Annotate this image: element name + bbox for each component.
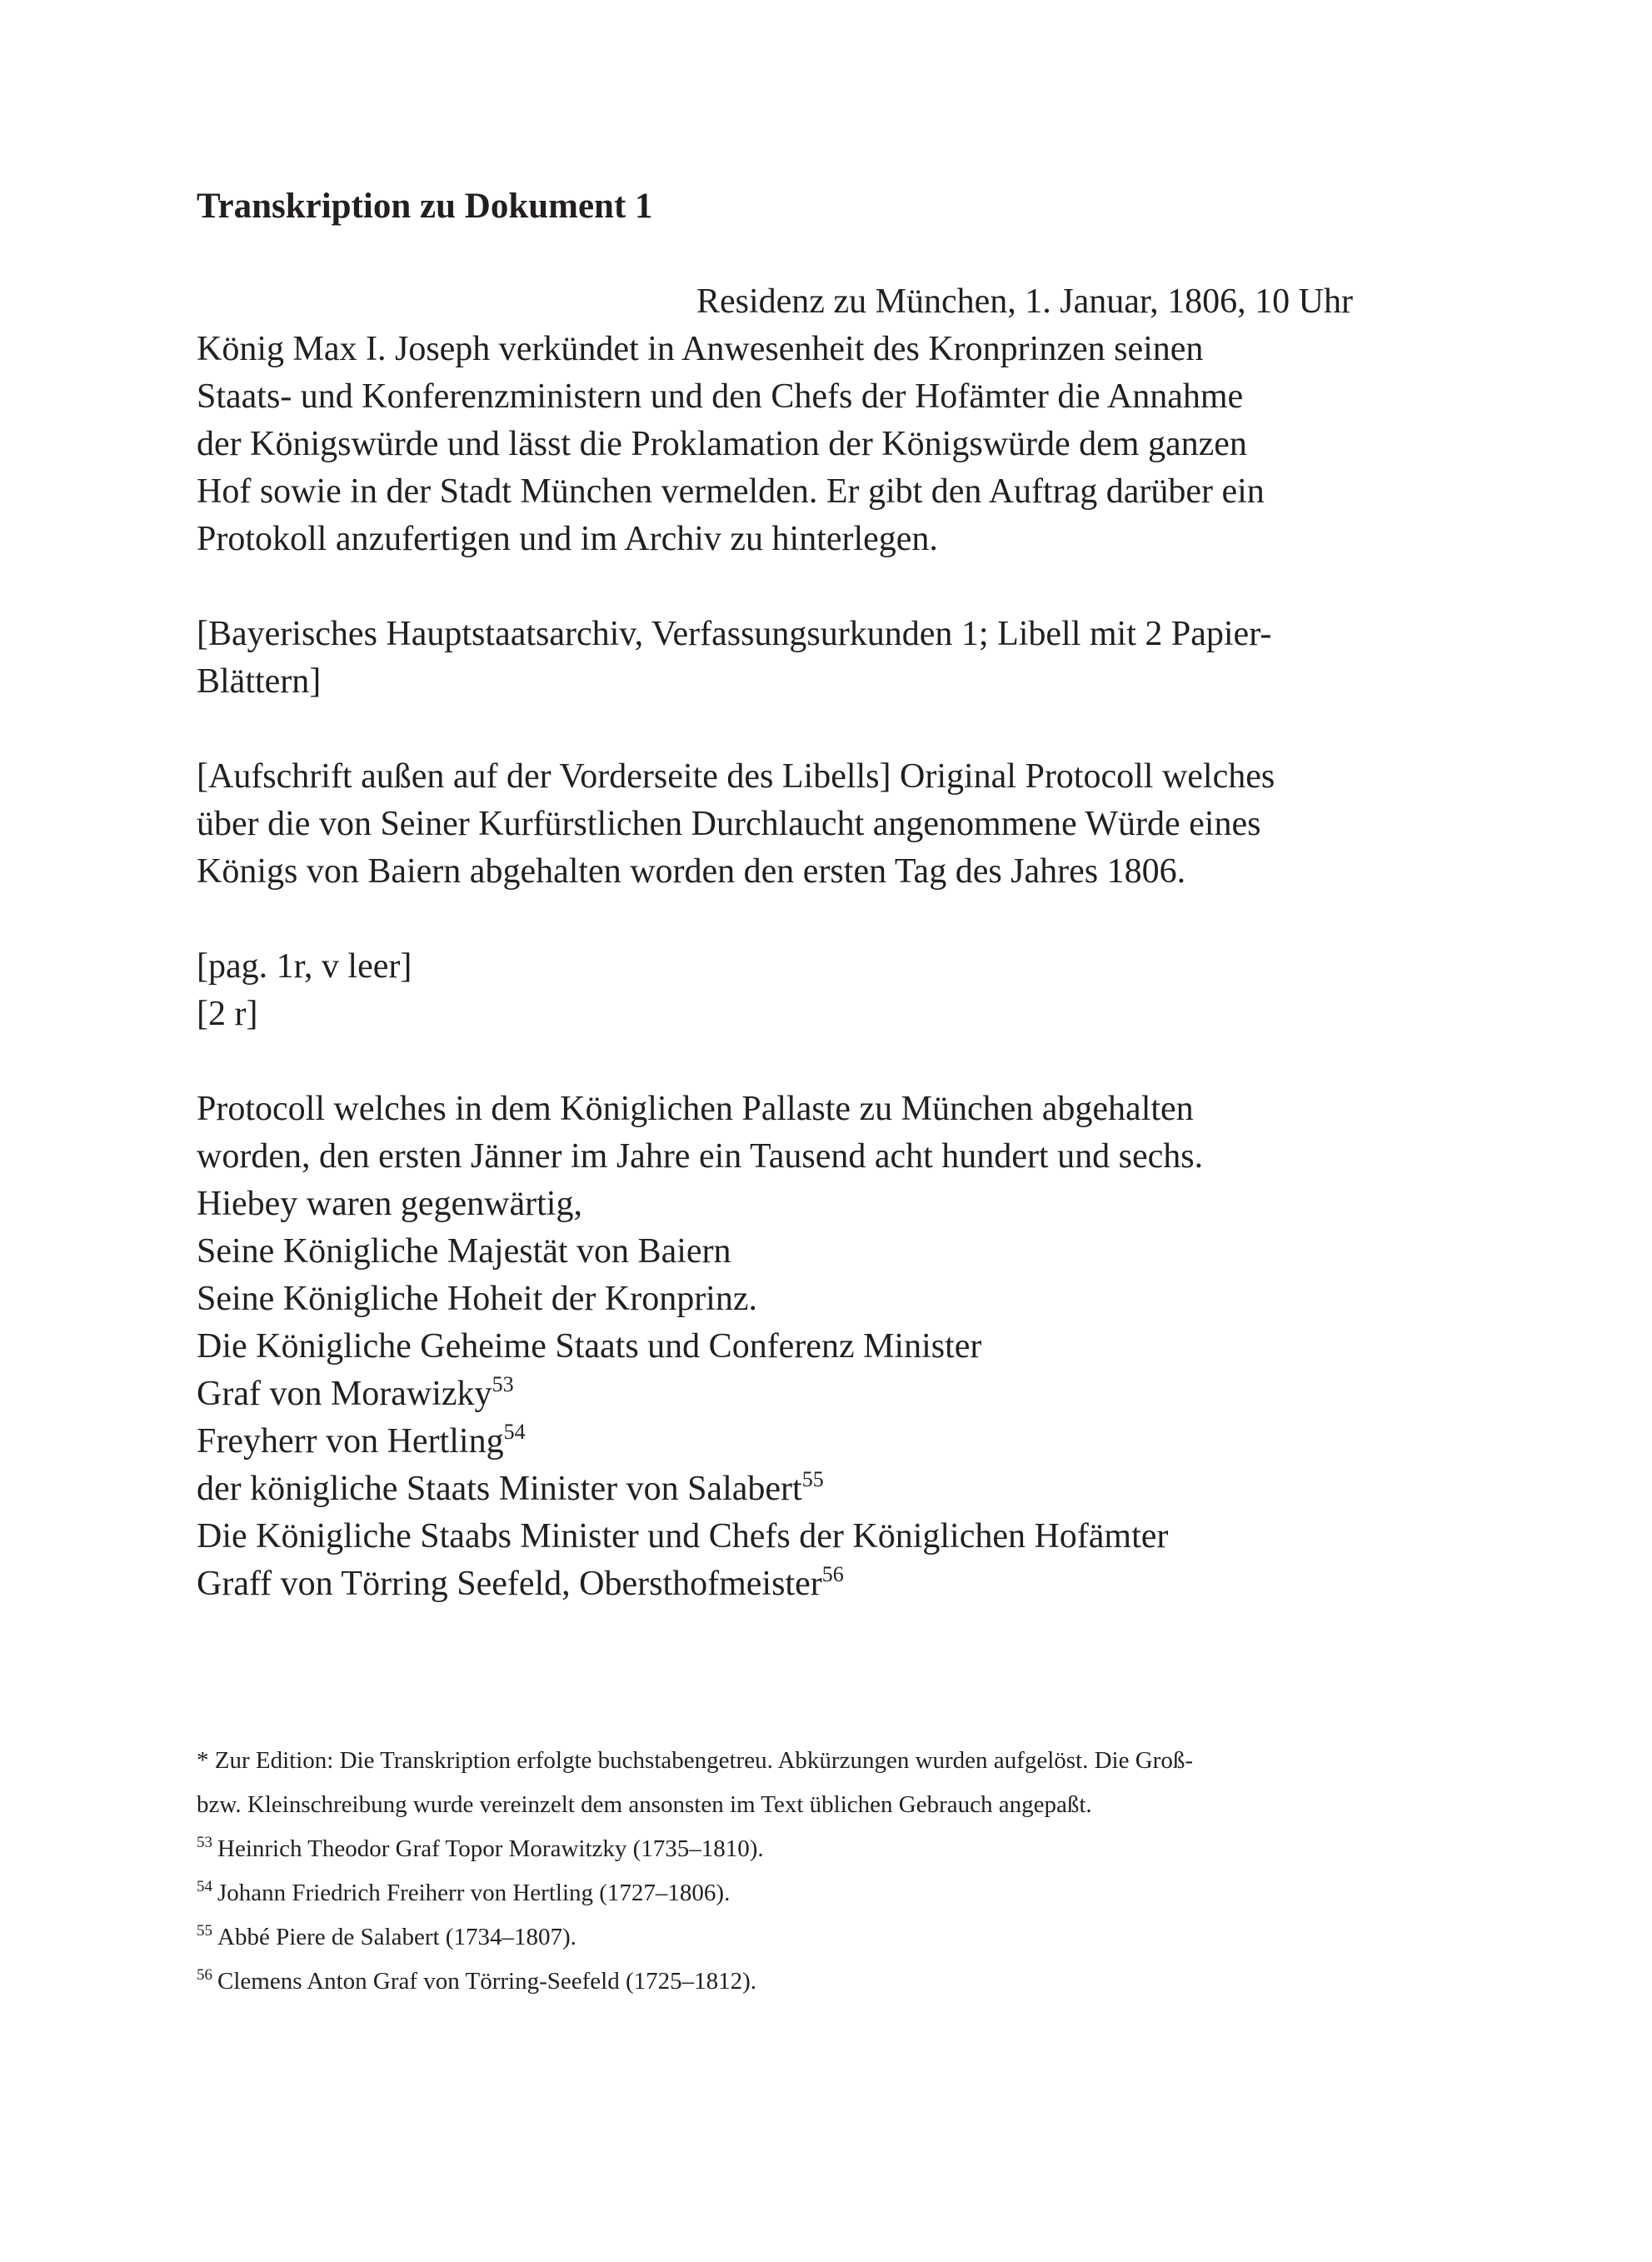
footnote-text: Clemens Anton Graf von Törring-Seefeld (1725–1812). (217, 1968, 757, 1995)
page-marks (197, 943, 1463, 1038)
attendee-line (197, 1418, 1463, 1466)
page-mark: [pag. 1r, v leer] (197, 947, 412, 986)
paragraph-gap (197, 563, 1463, 611)
footnote-ref[interactable]: 56 (821, 1562, 844, 1586)
page-title: Transkription zu Dokument 1 (197, 187, 653, 226)
protocol-line: Die Königliche Geheime Staats und Conferenz Minister (197, 1327, 982, 1366)
protocol-line: Hiebey waren gegenwärtig, (197, 1185, 582, 1223)
protocol-line: Protocoll welches in dem Königlichen Pallaste zu München abgehalten (197, 1090, 1194, 1128)
summary-line: König Max I. Joseph verkündet in Anwesenheit des Kronprinzen seinen (197, 330, 1204, 368)
inscription-paragraph (197, 753, 1463, 896)
document-page (197, 183, 1463, 1608)
footnote-53 (197, 1827, 1463, 1871)
paragraph-gap (197, 706, 1463, 753)
summary-line: Staats- und Konferenzministern und den Chefs der Hofämter die Annahme (197, 377, 1244, 416)
attendee-name: der königliche Staats Minister von Salabert (197, 1470, 802, 1508)
edition-note-line: * Zur Edition: Die Transkription erfolgte buchstabengetreu. Abkürzungen wurden aufgelöst. Die Groß- (197, 1747, 1193, 1774)
source-paragraph (197, 611, 1463, 706)
edition-note-line: bzw. Kleinschreibung wurde vereinzelt dem ansonsten im Text üblichen Gebrauch angepaßt. (197, 1791, 1092, 1818)
footnote-number: 55 (197, 1922, 212, 1940)
dateline: Residenz zu München, 1. Januar, 1806, 10 Uhr (696, 282, 1353, 321)
attendee-name: Freyherr von Hertling (197, 1422, 504, 1461)
footnote-ref[interactable]: 54 (503, 1420, 526, 1444)
attendee-name: Graf von Morawizky (197, 1375, 492, 1413)
inscription-line: [Aufschrift außen auf der Vorderseite des Libells] Original Protocoll welches (197, 757, 1275, 796)
page-mark: [2 r] (197, 995, 258, 1033)
footnote-number: 56 (197, 1966, 212, 1984)
paragraph-gap (197, 1038, 1463, 1086)
footnote-55 (197, 1915, 1463, 1960)
footnote-number: 54 (197, 1878, 212, 1895)
footnote-text: Johann Friedrich Freiherr von Hertling (1727–1806). (217, 1880, 731, 1906)
attendee-name: Graff von Törring Seefeld, Obersthofmeister (197, 1565, 822, 1603)
staff-line: Die Königliche Staabs Minister und Chefs der Königlichen Hofämter (197, 1517, 1169, 1555)
footnote-text: Heinrich Theodor Graf Topor Morawitzky (1735–1810). (217, 1835, 764, 1862)
attendee-line (197, 1560, 1463, 1608)
document-body (197, 278, 1463, 1608)
summary-line: der Königswürde und lässt die Proklamation der Königswürde dem ganzen (197, 425, 1247, 463)
inscription-line: Königs von Baiern abgehalten worden den ersten Tag des Jahres 1806. (197, 852, 1186, 891)
attendee-line (197, 1466, 1463, 1513)
attendee-line (197, 1371, 1463, 1418)
footnote-number: 53 (197, 1834, 212, 1851)
footnote-ref[interactable]: 53 (492, 1372, 514, 1396)
footnote-text: Abbé Piere de Salabert (1734–1807). (217, 1924, 576, 1950)
inscription-line: über die von Seiner Kurfürstlichen Durchlaucht angenommene Würde eines (197, 805, 1261, 843)
footnote-54 (197, 1871, 1463, 1915)
footnote-ref[interactable]: 55 (801, 1467, 824, 1491)
protocol-paragraph (197, 1086, 1463, 1608)
summary-paragraph (197, 326, 1463, 563)
protocol-line: worden, den ersten Jänner im Jahre ein Tausend acht hundert und sechs. (197, 1137, 1204, 1176)
footnotes (197, 1739, 1463, 2004)
summary-line: Hof sowie in der Stadt München vermelden. Er gibt den Auftrag darüber ein (197, 472, 1265, 511)
source-line: Blättern] (197, 662, 322, 701)
footnote-56 (197, 1960, 1463, 2004)
paragraph-gap (197, 896, 1463, 943)
source-line: [Bayerisches Hauptstaatsarchiv, Verfassungsurkunden 1; Libell mit 2 Papier- (197, 615, 1272, 653)
protocol-line: Seine Königliche Majestät von Baiern (197, 1232, 731, 1271)
summary-line: Protokoll anzufertigen und im Archiv zu hinterlegen. (197, 520, 938, 558)
protocol-line: Seine Königliche Hoheit der Kronprinz. (197, 1280, 757, 1318)
